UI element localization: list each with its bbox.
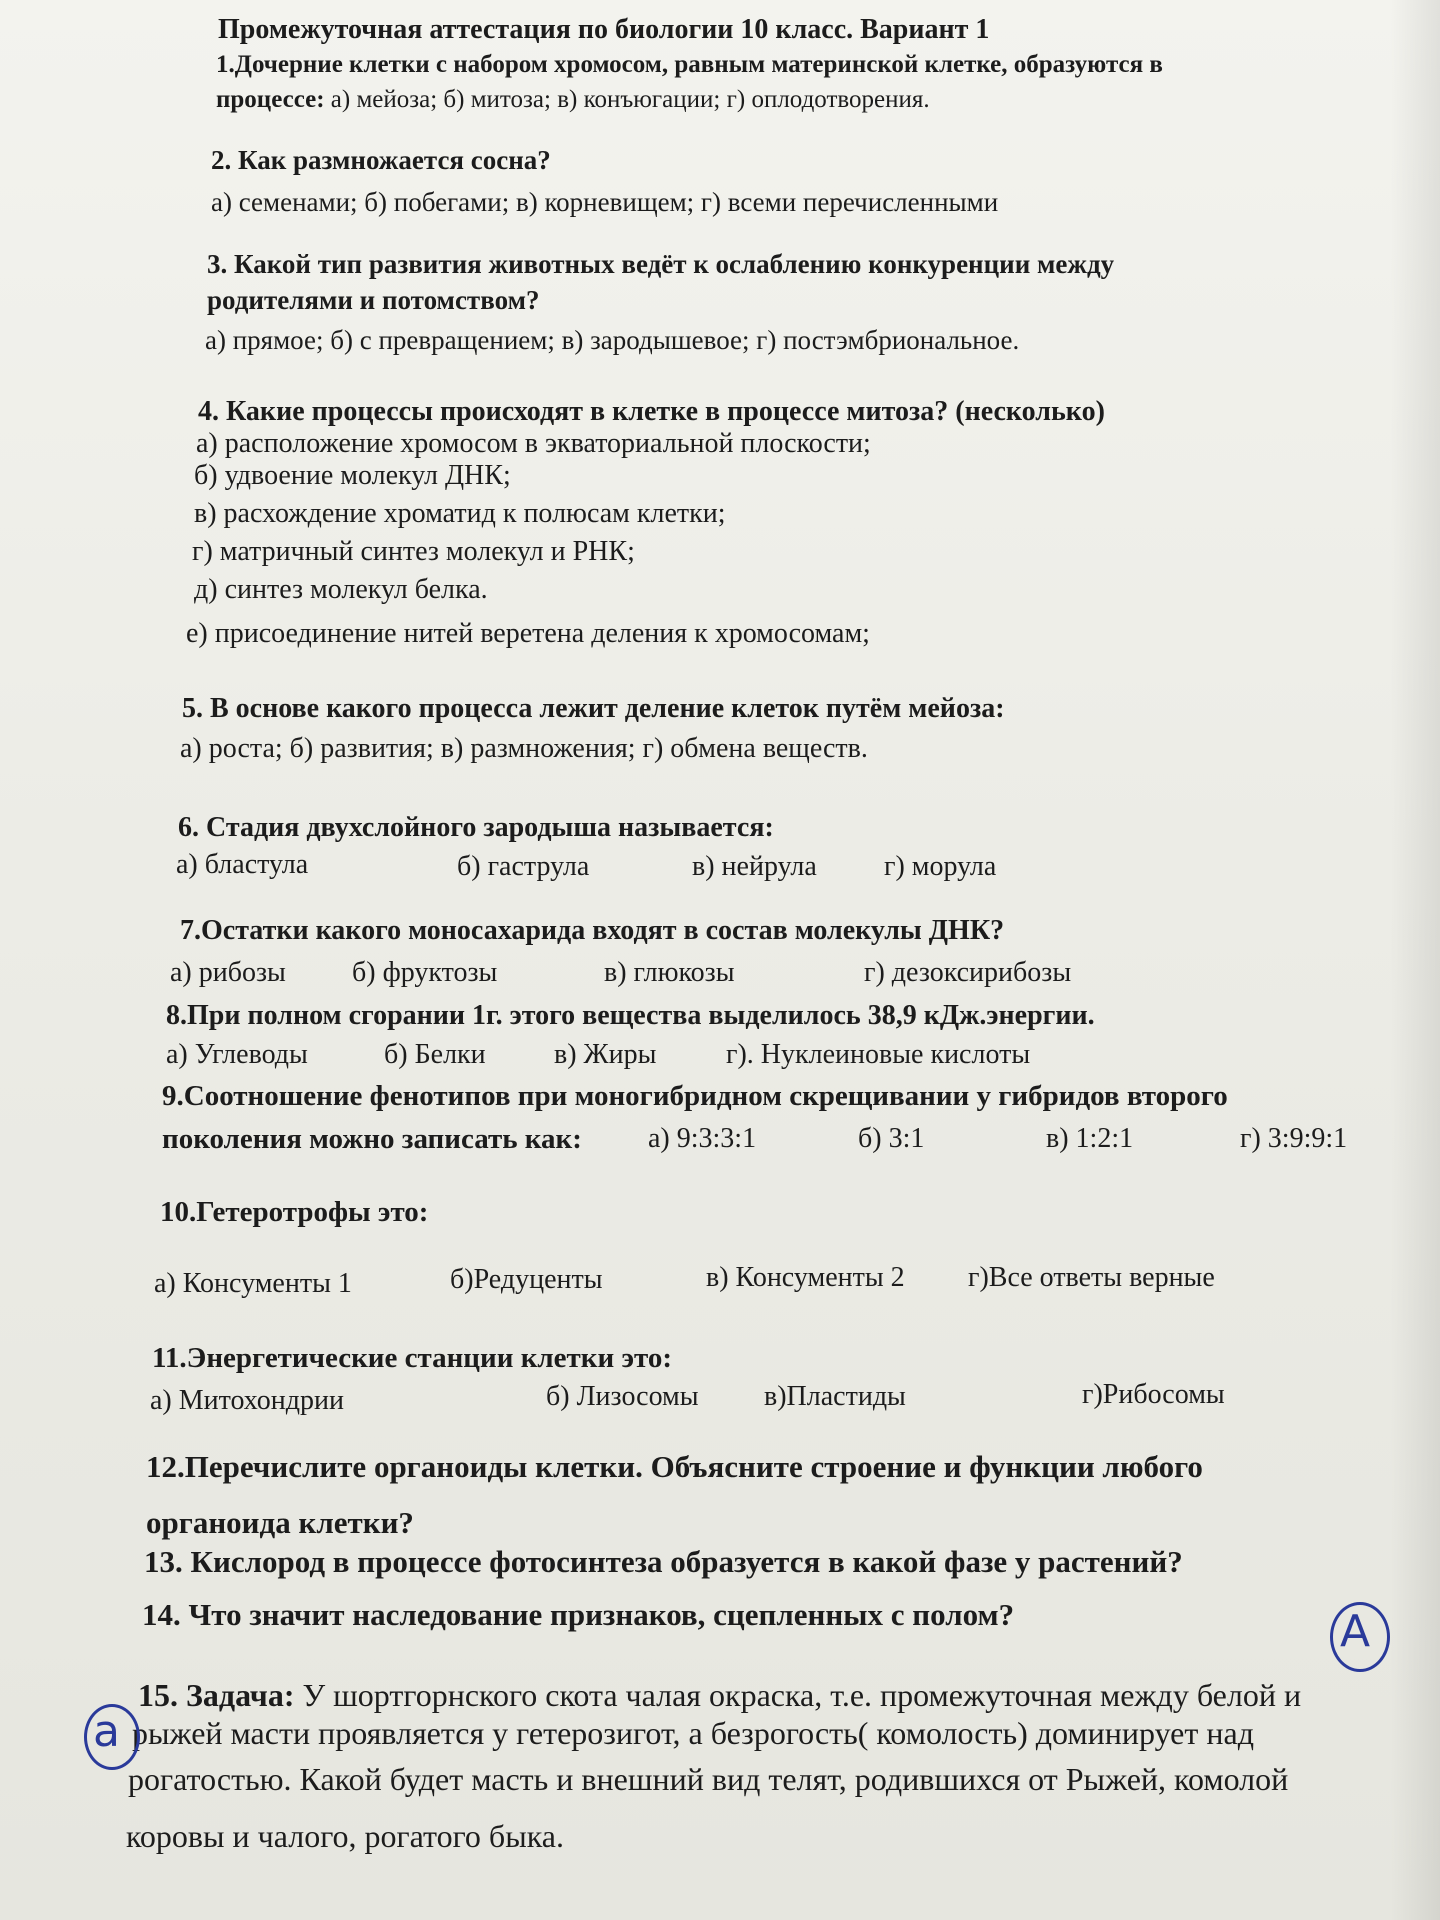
question-11-text: 11.Энергетические станции клетки это:: [152, 1342, 673, 1374]
question-11-option-a: а) Митохондрии: [150, 1385, 344, 1416]
task-line-2: рыжей масти проявляется у гетерозигот, а безрогость( комолость) доминирует над: [132, 1715, 1254, 1751]
question-6-option-b: б) гаструла: [457, 851, 590, 882]
question-7-option-a: а) рибозы: [170, 957, 286, 988]
question-2-options: а) семенами; б) побегами; в) корневищем; г) всеми перечисленными: [211, 187, 999, 217]
question-4-option-b: б) удвоение молекул ДНК;: [194, 460, 511, 491]
question-13-text: 13. Кислород в процессе фотосинтеза образуется в какой фазе у растений?: [144, 1544, 1183, 1579]
question-12-text: 12.Перечислите органоиды клетки. Объясните строение и функции любого: [146, 1449, 1203, 1484]
question-9-option-a: а) 9:3:3:1: [648, 1123, 757, 1154]
question-3-options: а) прямое; б) с превращением; в) зародышевое; г) постэмбриональное.: [205, 325, 1020, 355]
question-10-option-d: г)Все ответы верные: [968, 1262, 1215, 1293]
question-8-option-b: б) Белки: [384, 1039, 486, 1070]
task-line-4: коровы и чалого, рогатого быка.: [126, 1818, 564, 1854]
task-line-3: рогатостью. Какой будет масть и внешний вид телят, родившихся от Рыжей, комолой: [128, 1761, 1289, 1797]
page-title: Промежуточная аттестация по биологии 10 класс. Вариант 1: [218, 14, 990, 45]
question-1-text: 1.Дочерние клетки с набором хромосом, равным материнской клетке, образуются в: [216, 51, 1163, 78]
question-5-options: а) роста; б) развития; в) размножения; г) обмена веществ.: [180, 733, 868, 764]
question-10-option-c: в) Консументы 2: [706, 1262, 905, 1293]
question-7-option-d: г) дезоксирибозы: [864, 957, 1072, 988]
question-4-text: 4. Какие процессы происходят в клетке в процессе митоза? (несколько): [198, 396, 1105, 427]
question-1-options: а) мейоза; б) митоза; в) конъюгации; г) оплодотворения.: [324, 86, 930, 113]
question-5-text: 5. В основе какого процесса лежит деление клеток путём мейоза:: [182, 693, 1005, 724]
question-9-text-cont: поколения можно записать как:: [162, 1123, 582, 1155]
question-7-text: 7.Остатки какого моносахарида входят в состав молекулы ДНК?: [180, 915, 1005, 946]
handwritten-mark-right: А: [1340, 1606, 1371, 1657]
question-9-option-c: в) 1:2:1: [1046, 1123, 1134, 1154]
question-15-text: [138, 1676, 1301, 1714]
question-6-text: 6. Стадия двухслойного зародыша называется:: [178, 812, 774, 843]
question-3-text: 3. Какой тип развития животных ведёт к ослаблению конкуренции между: [207, 249, 1115, 279]
question-6-option-c: в) нейрула: [692, 851, 817, 882]
question-7-option-b: б) фруктозы: [352, 957, 498, 988]
question-9-option-d: г) 3:9:9:1: [1240, 1123, 1348, 1154]
question-11-option-c: в)Пластиды: [764, 1381, 906, 1412]
question-7-option-c: в) глюкозы: [604, 957, 735, 988]
question-8-option-c: в) Жиры: [554, 1039, 657, 1070]
question-6-option-a: а) бластула: [176, 849, 309, 880]
question-3-text-cont: родителями и потомством?: [207, 285, 540, 315]
question-10-option-a: а) Консументы 1: [154, 1268, 352, 1299]
question-11-option-b: б) Лизосомы: [546, 1381, 699, 1412]
question-8-option-a: а) Углеводы: [166, 1039, 308, 1070]
question-4-option-c: в) расхождение хроматид к полюсам клетки;: [194, 498, 726, 529]
handwritten-mark-left: а: [93, 1706, 120, 1757]
question-6-option-d: г) морула: [884, 851, 997, 882]
question-12-text-cont: органоида клетки?: [146, 1505, 414, 1540]
question-8-text: 8.При полном сгорании 1г. этого вещества выделилось 38,9 кДж.энергии.: [166, 1000, 1095, 1031]
question-4-option-e: д) синтез молекул белка.: [194, 574, 488, 605]
question-9-option-b: б) 3:1: [858, 1123, 925, 1154]
question-1-answers: [216, 84, 930, 116]
question-10-option-b: б)Редуценты: [450, 1264, 603, 1295]
question-10-text: 10.Гетеротрофы это:: [160, 1196, 429, 1228]
task-label: 15. Задача:: [138, 1677, 295, 1713]
question-8-option-d: г). Нуклеиновые кислоты: [726, 1039, 1031, 1070]
question-2-text: 2. Как размножается сосна?: [211, 145, 551, 175]
question-4-option-d: г) матричный синтез молекул и РНК;: [192, 536, 635, 567]
question-11-option-d: г)Рибосомы: [1082, 1379, 1225, 1410]
question-4-option-a: а) расположение хромосом в экваториальной плоскости;: [196, 428, 871, 459]
question-4-option-f: е) присоединение нитей веретена деления к хромосомам;: [186, 618, 870, 649]
task-line-1: У шортгорнского скота чалая окраска, т.е. промежуточная между белой и: [294, 1677, 1302, 1713]
question-14-text: 14. Что значит наследование признаков, сцепленных с полом?: [142, 1597, 1015, 1632]
question-1-text-end: процессе:: [216, 86, 325, 113]
question-9-text: 9.Соотношение фенотипов при моногибридном скрещивании у гибридов второго: [162, 1080, 1228, 1112]
